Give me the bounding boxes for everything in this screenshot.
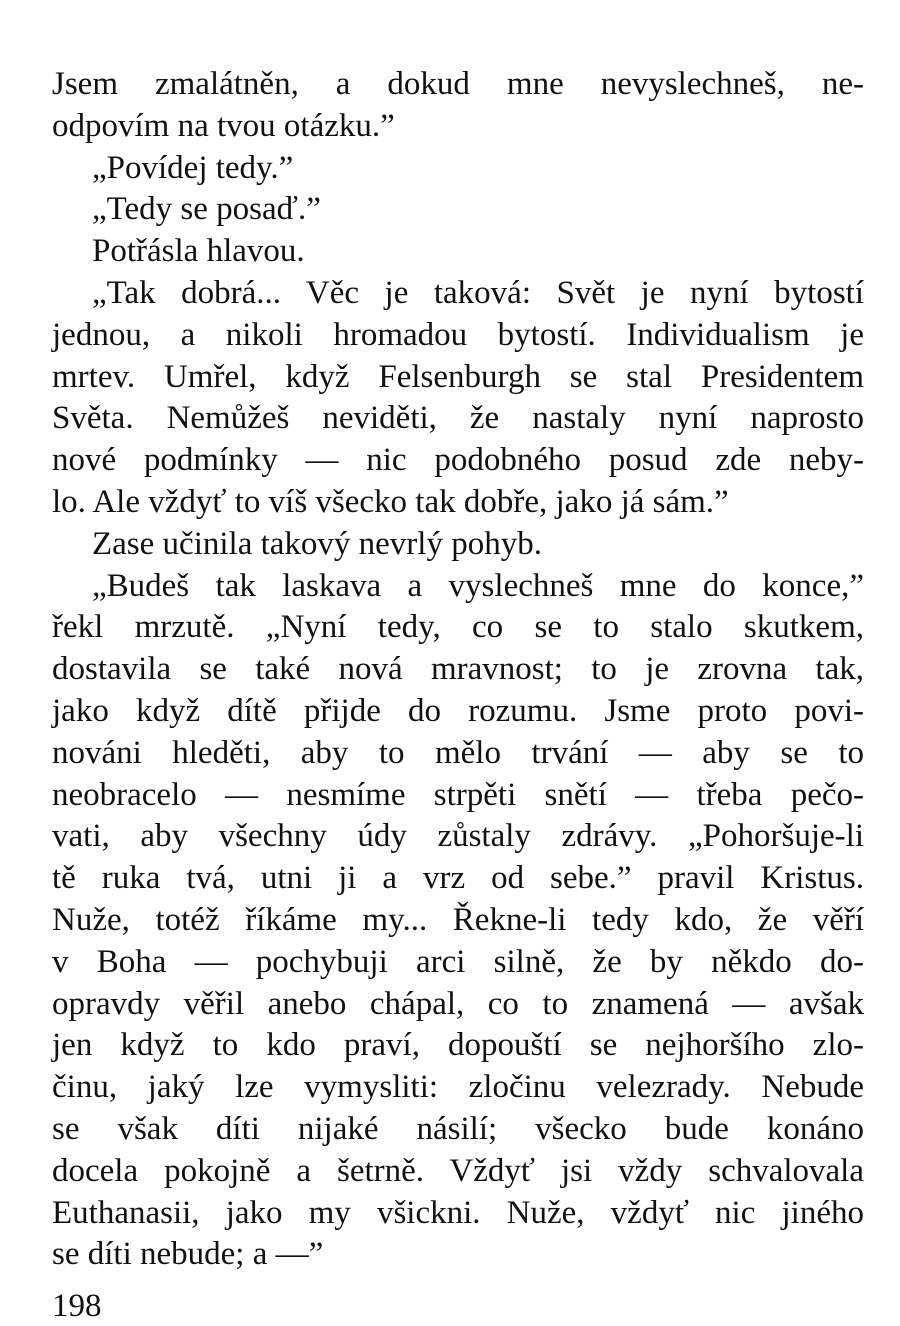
- page-number: 198: [52, 1288, 102, 1324]
- text-line: Euthanasii, jako my všickni. Nuže, vždyť nic jiného: [52, 1194, 864, 1231]
- text-line: Potřásla hlavou.: [92, 233, 305, 270]
- text-line: se však díti nijaké násilí; všecko bude konáno: [52, 1110, 864, 1147]
- text-line: Světa. Nemůžeš neviděti, že nastaly nyní naprosto: [52, 400, 864, 437]
- text-line: opravdy věřil anebo chápal, co to znamená — avšak: [52, 985, 864, 1022]
- text-line: jen když to kdo praví, dopouští se nejhoršího zlo-: [52, 1027, 864, 1064]
- text-line: „Tedy se posaď.”: [92, 191, 321, 228]
- text-line: jako když dítě přijde do rozumu. Jsme proto povi-: [52, 692, 864, 729]
- text-line: vati, aby všechny údy zůstaly zdrávy. „Pohoršuje-li: [52, 818, 864, 855]
- text-line: dostavila se také nová mravnost; to je zrovna tak,: [52, 651, 864, 688]
- paragraph: [52, 148, 864, 190]
- text-line: v Boha — pochybuji arci silně, že by někdo do-: [52, 943, 864, 980]
- text-line: Nuže, totéž říkáme my... Řekne-li tedy kdo, že věří: [52, 901, 864, 938]
- text-line: Zase učinila takový nevrlý pohyb.: [92, 525, 542, 562]
- book-page: [52, 64, 864, 1276]
- text-line: „Tak dobrá... Věc je taková: Svět je nyní bytostí: [92, 274, 864, 311]
- paragraph: [52, 64, 864, 148]
- paragraph: [52, 189, 864, 231]
- text-line: lo. Ale vždyť to víš všecko tak dobře, jako já sám.”: [52, 483, 729, 520]
- text-line: „Povídej tedy.”: [92, 149, 294, 186]
- text-line: nováni hleděti, aby to mělo trvání — aby se to: [52, 734, 864, 771]
- text-line: neobracelo — nesmíme strpěti snětí — třeba pečo-: [52, 776, 864, 813]
- text-line: nové podmínky — nic podobného posud zde neby-: [52, 442, 864, 479]
- text-line: „Budeš tak laskava a vyslechneš mne do konce,”: [92, 567, 864, 604]
- paragraph: [52, 231, 864, 273]
- text-line: mrtev. Umřel, když Felsenburgh se stal Presidentem: [52, 358, 864, 395]
- text-line: se díti nebude; a —”: [52, 1236, 324, 1273]
- text-line: řekl mrzutě. „Nyní tedy, co se to stalo skutkem,: [52, 609, 864, 646]
- text-line: Jsem zmalátněn, a dokud mne nevyslechneš, ne-: [52, 66, 864, 102]
- text-line: jednou, a nikoli hromadou bytostí. Individualism je: [52, 316, 864, 353]
- text-line: činu, jaký lze vymysliti: zločinu velezrady. Nebude: [52, 1069, 864, 1106]
- paragraph: [52, 273, 864, 524]
- text-line: odpovím na tvou otázku.”: [52, 107, 395, 144]
- text-line: docela pokojně a šetrně. Vždyť jsi vždy schvalovala: [52, 1152, 864, 1189]
- paragraph: [52, 524, 864, 566]
- paragraph: [52, 566, 864, 1277]
- text-line: tě ruka tvá, utni ji a vrz od sebe.” pravil Kristus.: [52, 860, 864, 897]
